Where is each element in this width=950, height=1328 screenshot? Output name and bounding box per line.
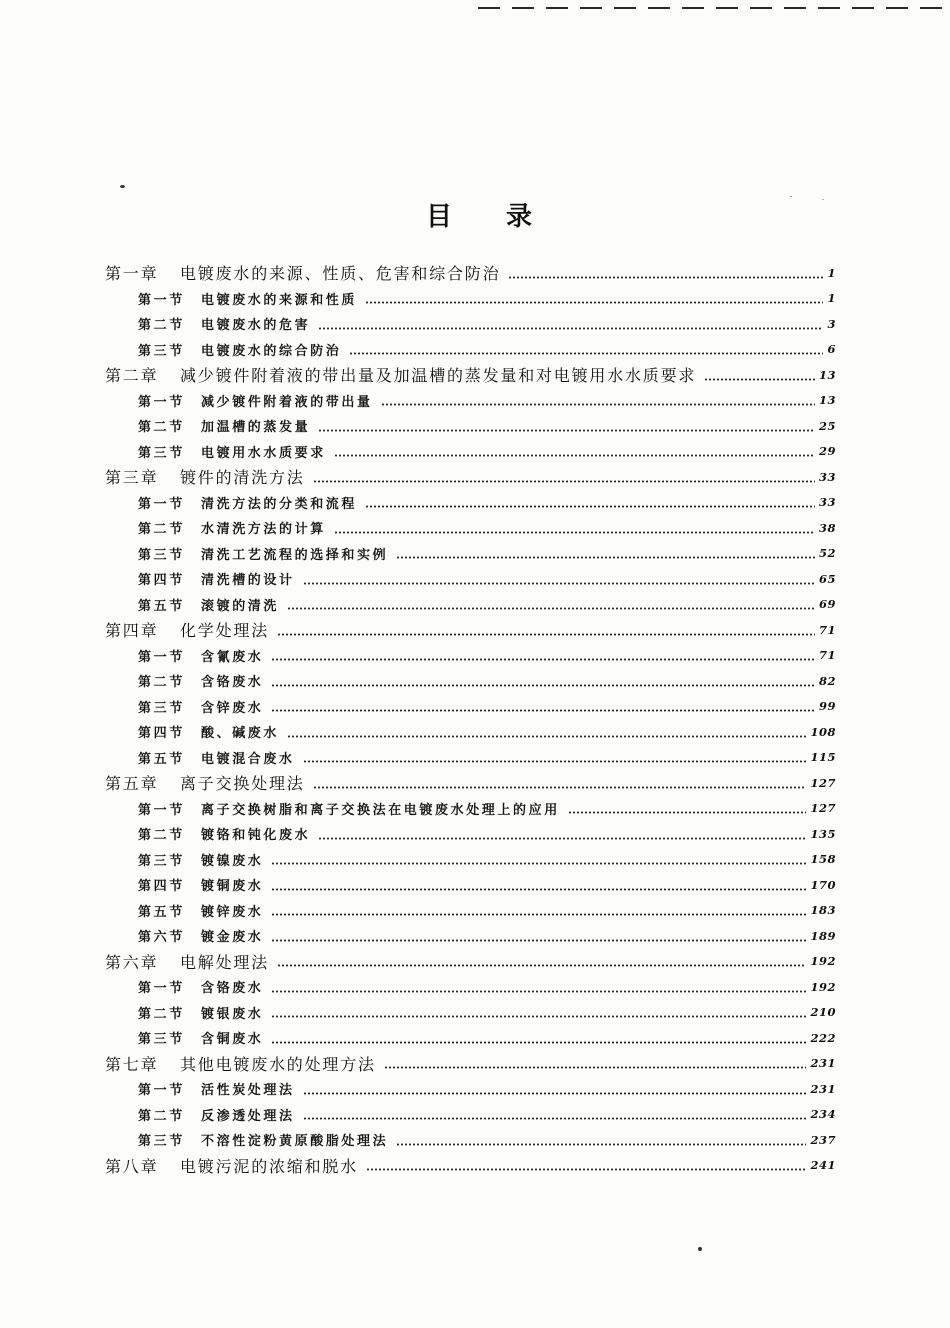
chapter-label: 第五章 bbox=[105, 774, 159, 794]
chapter-label: 第一章 bbox=[105, 264, 159, 284]
chapter-entry bbox=[105, 770, 836, 796]
dot-leader bbox=[365, 301, 823, 304]
dot-leader bbox=[396, 556, 815, 559]
page-number: 183 bbox=[810, 903, 836, 918]
dot-leader bbox=[271, 1015, 806, 1018]
section-entry bbox=[105, 515, 836, 541]
section-entry bbox=[105, 439, 836, 465]
section-title: 清洗槽的设计 bbox=[201, 573, 295, 589]
page-number: 29 bbox=[818, 444, 836, 459]
section-entry bbox=[105, 1025, 836, 1051]
section-entry bbox=[105, 1000, 836, 1026]
page-number: 1 bbox=[827, 291, 836, 306]
page-number: 6 bbox=[827, 342, 836, 357]
section-title: 镀铬和钝化废水 bbox=[201, 828, 311, 844]
page-number: 33 bbox=[818, 495, 836, 510]
page-number: 210 bbox=[810, 1005, 836, 1020]
section-label: 第二节 bbox=[138, 1006, 185, 1022]
page-number: 192 bbox=[810, 954, 836, 969]
dot-leader bbox=[287, 607, 815, 610]
section-label: 第二节 bbox=[138, 318, 185, 334]
page-number: 3 bbox=[827, 316, 836, 331]
section-title: 水清洗方法的计算 bbox=[201, 522, 326, 538]
section-label: 第五节 bbox=[138, 904, 185, 920]
section-label: 第四节 bbox=[138, 573, 185, 589]
dot-leader bbox=[303, 1092, 807, 1095]
chapter-title: 化学处理法 bbox=[180, 621, 270, 641]
section-title: 活性炭处理法 bbox=[201, 1083, 295, 1099]
section-entry bbox=[105, 668, 836, 694]
page-number: 170 bbox=[810, 877, 836, 892]
page-number: 237 bbox=[810, 1132, 836, 1147]
section-entry bbox=[105, 490, 836, 516]
section-title: 含铬废水 bbox=[201, 981, 264, 997]
section-label: 第四节 bbox=[138, 879, 185, 895]
dot-leader bbox=[271, 658, 815, 661]
dot-leader bbox=[334, 531, 815, 534]
dot-leader bbox=[568, 811, 807, 814]
section-title: 电镀用水水质要求 bbox=[201, 445, 326, 461]
section-entry bbox=[105, 1102, 836, 1128]
chapter-entry bbox=[105, 464, 836, 490]
section-entry bbox=[105, 286, 836, 312]
section-entry bbox=[105, 1127, 836, 1153]
section-label: 第二节 bbox=[138, 420, 185, 436]
page-title: 目 录 bbox=[425, 202, 546, 232]
section-label: 第一节 bbox=[138, 292, 185, 308]
page-number: 231 bbox=[810, 1081, 836, 1096]
page-number: 1 bbox=[827, 265, 836, 280]
section-label: 第三节 bbox=[138, 1134, 185, 1150]
page-number: 25 bbox=[818, 418, 836, 433]
dot-leader bbox=[303, 582, 815, 585]
chapter-label: 第二章 bbox=[105, 366, 159, 386]
scan-speck bbox=[120, 185, 125, 188]
dot-leader bbox=[277, 633, 815, 636]
section-title: 不溶性淀粉黄原酸脂处理法 bbox=[201, 1134, 389, 1150]
section-title: 反渗透处理法 bbox=[201, 1108, 295, 1124]
page-number: 52 bbox=[818, 546, 836, 561]
dot-leader bbox=[271, 709, 815, 712]
section-label: 第五节 bbox=[138, 751, 185, 767]
dot-leader bbox=[318, 429, 815, 432]
chapter-label: 第四章 bbox=[105, 621, 159, 641]
section-label: 第一节 bbox=[138, 981, 185, 997]
section-title: 加温槽的蒸发量 bbox=[201, 420, 311, 436]
chapter-title: 电解处理法 bbox=[180, 952, 270, 972]
page-number: 135 bbox=[810, 826, 836, 841]
dot-leader bbox=[318, 327, 823, 330]
section-title: 镀锌废水 bbox=[201, 904, 264, 920]
section-title: 清洗工艺流程的选择和实例 bbox=[201, 547, 389, 563]
page-number: 158 bbox=[810, 852, 836, 867]
section-label: 第三节 bbox=[138, 853, 185, 869]
dot-leader bbox=[303, 1117, 807, 1120]
dot-leader bbox=[271, 1041, 806, 1044]
section-entry bbox=[105, 592, 836, 618]
dot-leader bbox=[287, 735, 806, 738]
section-label: 第四节 bbox=[138, 726, 185, 742]
header-dashed-rule bbox=[478, 7, 950, 9]
section-entry bbox=[105, 1076, 836, 1102]
section-entry bbox=[105, 796, 836, 822]
chapter-label: 第八章 bbox=[105, 1156, 159, 1176]
section-title: 清洗方法的分类和流程 bbox=[201, 496, 358, 512]
section-title: 电镀废水的危害 bbox=[201, 318, 311, 334]
page-number: 71 bbox=[818, 648, 836, 663]
section-label: 第三节 bbox=[138, 343, 185, 359]
scan-speck bbox=[698, 1247, 702, 1251]
section-title: 离子交换树脂和离子交换法在电镀废水处理上的应用 bbox=[201, 802, 560, 818]
dot-leader bbox=[334, 454, 815, 457]
dot-leader bbox=[271, 684, 815, 687]
section-title: 镀镍废水 bbox=[201, 853, 264, 869]
section-label: 第一节 bbox=[138, 394, 185, 410]
page-number: 99 bbox=[818, 699, 836, 714]
section-entry bbox=[105, 974, 836, 1000]
page-number: 69 bbox=[818, 597, 836, 612]
section-title: 电镀混合废水 bbox=[201, 751, 295, 767]
chapter-label: 第六章 bbox=[105, 952, 159, 972]
section-title: 镀金废水 bbox=[201, 930, 264, 946]
dot-leader bbox=[704, 378, 815, 381]
page-number: 115 bbox=[810, 750, 836, 765]
section-title: 镀银废水 bbox=[201, 1006, 264, 1022]
section-title: 减少镀件附着液的带出量 bbox=[201, 394, 373, 410]
section-entry bbox=[105, 745, 836, 771]
chapter-entry bbox=[105, 617, 836, 643]
section-title: 酸、碱废水 bbox=[201, 726, 280, 742]
section-entry bbox=[105, 337, 836, 363]
section-entry bbox=[105, 821, 836, 847]
dot-leader bbox=[366, 1168, 806, 1171]
section-label: 第三节 bbox=[138, 1032, 185, 1048]
chapter-label: 第七章 bbox=[105, 1054, 159, 1074]
section-entry bbox=[105, 541, 836, 567]
chapter-label: 第三章 bbox=[105, 468, 159, 488]
section-entry bbox=[105, 847, 836, 873]
page-number: 13 bbox=[818, 393, 836, 408]
section-entry bbox=[105, 643, 836, 669]
chapter-entry bbox=[105, 260, 836, 286]
section-label: 第六节 bbox=[138, 930, 185, 946]
section-label: 第三节 bbox=[138, 445, 185, 461]
chapter-title: 电镀废水的来源、性质、危害和综合防治 bbox=[180, 264, 501, 284]
page-number: 38 bbox=[818, 520, 836, 535]
page-number: 231 bbox=[810, 1056, 836, 1071]
dot-leader bbox=[381, 403, 815, 406]
section-entry bbox=[105, 311, 836, 337]
page-number: 192 bbox=[810, 979, 836, 994]
section-label: 第二节 bbox=[138, 828, 185, 844]
dot-leader bbox=[271, 913, 806, 916]
chapter-entry bbox=[105, 362, 836, 388]
dot-leader bbox=[365, 505, 815, 508]
section-label: 第一节 bbox=[138, 802, 185, 818]
chapter-title: 离子交换处理法 bbox=[180, 774, 305, 794]
section-label: 第三节 bbox=[138, 700, 185, 716]
page-number: 82 bbox=[818, 673, 836, 688]
section-title: 含锌废水 bbox=[201, 700, 264, 716]
section-label: 第二节 bbox=[138, 1108, 185, 1124]
dot-leader bbox=[313, 480, 815, 483]
section-title: 含氰废水 bbox=[201, 649, 264, 665]
dot-leader bbox=[508, 276, 823, 279]
section-entry bbox=[105, 872, 836, 898]
page-number: 108 bbox=[810, 724, 836, 739]
page-number: 71 bbox=[818, 622, 836, 637]
section-entry bbox=[105, 566, 836, 592]
page-number: 127 bbox=[810, 775, 836, 790]
page-number: 222 bbox=[810, 1030, 836, 1045]
section-title: 电镀废水的来源和性质 bbox=[201, 292, 358, 308]
page-number: 241 bbox=[810, 1158, 836, 1173]
dot-leader bbox=[384, 1066, 807, 1069]
section-label: 第二节 bbox=[138, 675, 185, 691]
dot-leader bbox=[271, 990, 806, 993]
section-label: 第五节 bbox=[138, 598, 185, 614]
page-number: 65 bbox=[818, 571, 836, 586]
dot-leader bbox=[349, 352, 823, 355]
chapter-entry bbox=[105, 1051, 836, 1077]
chapter-entry bbox=[105, 949, 836, 975]
section-title: 含铜废水 bbox=[201, 1032, 264, 1048]
dot-leader bbox=[313, 786, 807, 789]
page-number: 13 bbox=[818, 367, 836, 382]
dot-leader bbox=[271, 888, 806, 891]
section-title: 含铬废水 bbox=[201, 675, 264, 691]
page-number: 234 bbox=[810, 1107, 836, 1122]
toc-list bbox=[105, 260, 836, 1178]
chapter-entry bbox=[105, 1153, 836, 1179]
chapter-title: 镀件的清洗方法 bbox=[180, 468, 305, 488]
dot-leader bbox=[271, 862, 806, 865]
section-entry bbox=[105, 898, 836, 924]
chapter-title: 其他电镀废水的处理方法 bbox=[180, 1054, 376, 1074]
section-entry bbox=[105, 719, 836, 745]
dot-leader bbox=[318, 837, 806, 840]
section-label: 第二节 bbox=[138, 522, 185, 538]
section-title: 滚镀的清洗 bbox=[201, 598, 280, 614]
section-label: 第三节 bbox=[138, 547, 185, 563]
chapter-title: 减少镀件附着液的带出量及加温槽的蒸发量和对电镀用水水质要求 bbox=[180, 366, 697, 386]
dot-leader bbox=[271, 939, 806, 942]
section-entry bbox=[105, 388, 836, 414]
dot-leader bbox=[303, 760, 807, 763]
section-entry bbox=[105, 413, 836, 439]
scan-speck bbox=[790, 196, 792, 197]
section-label: 第一节 bbox=[138, 649, 185, 665]
section-title: 电镀废水的综合防治 bbox=[201, 343, 342, 359]
dot-leader bbox=[396, 1143, 806, 1146]
section-label: 第一节 bbox=[138, 496, 185, 512]
page-number: 189 bbox=[810, 928, 836, 943]
chapter-title: 电镀污泥的浓缩和脱水 bbox=[180, 1156, 359, 1176]
section-entry bbox=[105, 694, 836, 720]
section-title: 镀铜废水 bbox=[201, 879, 264, 895]
section-entry bbox=[105, 923, 836, 949]
page-number: 33 bbox=[818, 469, 836, 484]
section-label: 第一节 bbox=[138, 1083, 185, 1099]
dot-leader bbox=[277, 964, 806, 967]
page-number: 127 bbox=[810, 801, 836, 816]
